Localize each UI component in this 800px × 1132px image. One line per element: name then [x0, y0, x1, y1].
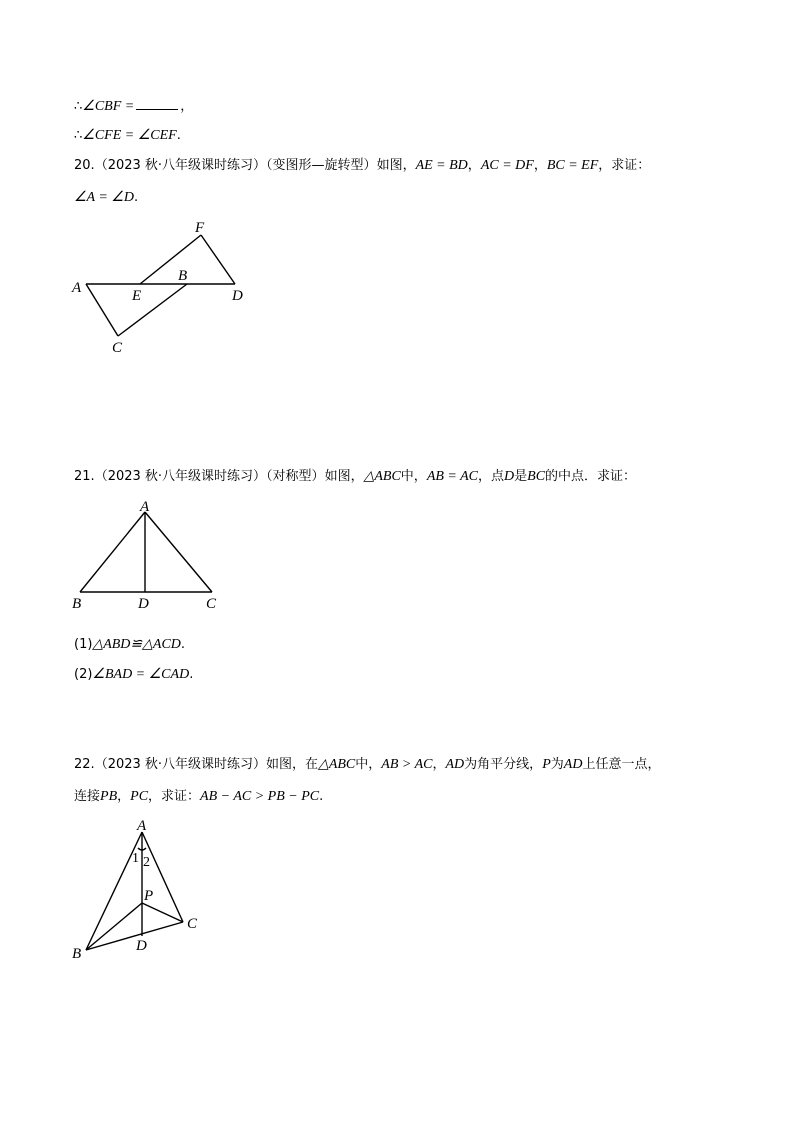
- q20-tag: （变图形—旋转型）: [266, 158, 377, 173]
- q22-number: 22.: [74, 757, 95, 772]
- q22-label-a: A: [137, 818, 147, 834]
- q20-goal: ∠A = ∠D.: [74, 190, 139, 205]
- q21-number: 21.: [74, 469, 95, 484]
- q21-label-c: C: [206, 596, 217, 612]
- q22-label-c: C: [187, 916, 198, 932]
- q21-label-a: A: [140, 499, 150, 515]
- q21-source: （2023 秋·八年级课时练习）: [94, 469, 267, 484]
- q20-label-f: F: [195, 220, 205, 236]
- math-cbf: ∠CBF =: [82, 99, 135, 114]
- q22-source: （2023 秋·八年级课时练习）: [94, 757, 267, 772]
- q22-label-2: 2: [143, 855, 150, 870]
- q21-part1: (1)△ABD≌△ACD.: [74, 637, 186, 652]
- q21-label-d: D: [138, 596, 149, 612]
- proof-line-cfe: ∴∠CFE = ∠CEF.: [74, 128, 181, 143]
- q22-line-ab: [86, 832, 142, 950]
- q22-label-d: D: [136, 938, 147, 954]
- q22-statement: 22.（2023 秋·八年级课时练习）如图，在△ABC中，AB > AC，AD为角平分线，P为AD上任意一点，: [74, 757, 661, 772]
- q20-label-a: A: [72, 280, 82, 296]
- q20-label-b: B: [178, 268, 188, 284]
- q21-tag: （对称型）: [266, 469, 325, 484]
- q20-source: （2023 秋·八年级课时练习）: [94, 158, 267, 173]
- q22-line-pc: [142, 903, 183, 922]
- q22-line-pb: [86, 903, 142, 950]
- q22-label-1: 1: [132, 851, 139, 866]
- proof-line-cbf: ∴∠CBF = ，: [74, 99, 194, 114]
- q21-label-b: B: [72, 596, 82, 612]
- math-cfe: ∠CFE = ∠CEF: [82, 128, 177, 143]
- q22-line-ac: [142, 832, 183, 922]
- q21-part2: (2)∠BAD = ∠CAD.: [74, 667, 194, 682]
- q20-label-e: E: [132, 288, 142, 304]
- q20-number: 20.: [74, 158, 95, 173]
- q22-line-bc: [86, 922, 183, 950]
- q20-label-d: D: [232, 288, 243, 304]
- q21-statement: 21.（2023 秋·八年级课时练习）（对称型）如图，△ABC中，AB = AC，点D是BC的中点．求证：: [74, 469, 637, 484]
- q20-statement: 20.（2023 秋·八年级课时练习）（变图形—旋转型）如图，AE = BD，AC = DF，BC = EF，求证：: [74, 158, 651, 173]
- q22-label-b: B: [72, 946, 82, 962]
- q22-statement-line2: 连接PB，PC，求证：AB − AC > PB − PC.: [74, 789, 324, 804]
- q22-label-p: P: [144, 888, 154, 904]
- q20-label-c: C: [112, 340, 123, 356]
